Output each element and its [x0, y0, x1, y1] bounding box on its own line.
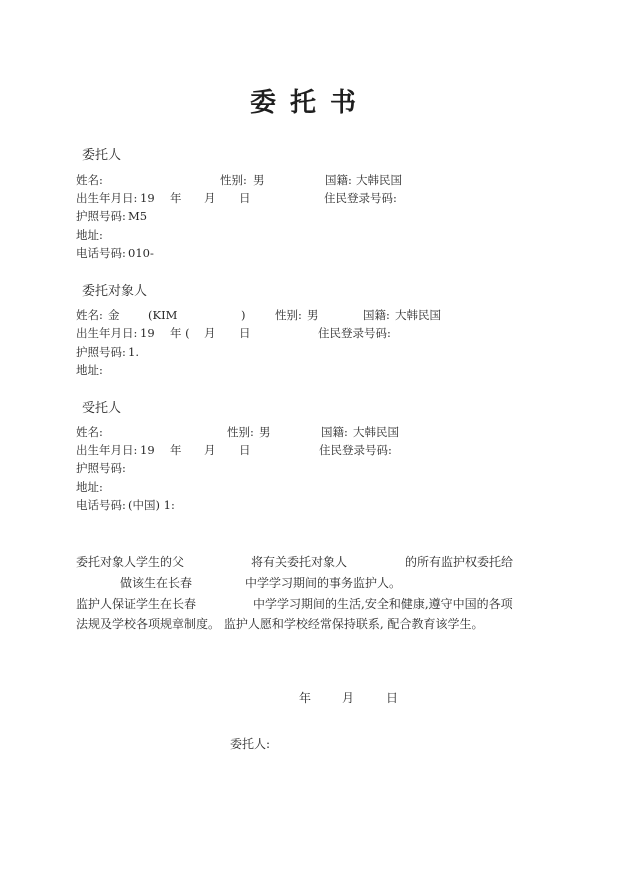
subject-birth-label: 出生年月日: [76, 326, 138, 340]
agent-passport-label: 护照号码: [76, 461, 126, 475]
subject-passport-value: 1. [128, 345, 139, 359]
subject-day-unit: 日 [239, 326, 251, 340]
subject-month-unit: 月 [204, 326, 216, 340]
agent-birth-year: 19 [140, 443, 155, 457]
principal-name-label: 姓名: [76, 173, 103, 187]
body-line-1a: 委托对象人学生的父 [76, 555, 185, 569]
principal-birth-label: 出生年月日: [76, 191, 138, 205]
principal-resident-id-label: 住民登录号码: [324, 191, 397, 205]
subject-name-value: 金 [108, 308, 120, 322]
agent-year-unit: 年 [170, 443, 182, 457]
principal-passport-label: 护照号码: [76, 209, 126, 223]
principal-address-label: 地址: [76, 228, 103, 242]
document-title: 委托书 [249, 88, 370, 118]
agent-phone-value: (中国) 1: [128, 498, 175, 512]
agent-gender-label: 性别: [227, 425, 254, 439]
agent-day-unit: 日 [239, 443, 251, 457]
subject-name-latin: (KIM [148, 308, 178, 322]
date-day-unit: 日 [386, 691, 399, 705]
date-month-unit: 月 [342, 691, 355, 705]
principal-phone-label: 电话号码: [76, 246, 126, 260]
agent-gender-value: 男 [259, 425, 271, 439]
signature-label: 委托人: [230, 737, 271, 751]
agent-address-label: 地址: [76, 480, 103, 494]
agent-nationality-value: 大韩民国 [353, 425, 399, 439]
body-line-1b: 将有关委托对象人 [251, 555, 348, 569]
agent-month-unit: 月 [204, 443, 216, 457]
principal-nationality-label: 国籍: [325, 173, 352, 187]
body-line-1c: 的所有监护权委托给 [405, 555, 514, 569]
subject-heading: 委托对象人 [82, 284, 148, 299]
agent-heading: 受托人 [82, 401, 122, 416]
body-line-2b: 中学学习期间的事务监护人。 [245, 576, 402, 590]
subject-nationality-label: 国籍: [363, 308, 390, 322]
subject-year-unit: 年 ( [170, 326, 190, 340]
subject-nationality-value: 大韩民国 [395, 308, 441, 322]
principal-birth-year: 19 [140, 191, 155, 205]
subject-birth-year: 19 [140, 326, 155, 340]
principal-gender-label: 性别: [220, 173, 247, 187]
principal-phone-value: 010- [128, 246, 154, 260]
subject-gender-value: 男 [307, 308, 319, 322]
subject-name-label: 姓名: [76, 308, 103, 322]
agent-resident-id-label: 住民登录号码: [319, 443, 392, 457]
body-line-2a: 做该生在长春 [120, 576, 193, 590]
subject-name-close: ) [241, 308, 246, 322]
principal-passport-value: M5 [128, 209, 148, 223]
principal-nationality-value: 大韩民国 [356, 173, 402, 187]
subject-gender-label: 性别: [275, 308, 302, 322]
subject-address-label: 地址: [76, 363, 103, 377]
agent-nationality-label: 国籍: [321, 425, 348, 439]
date-year-unit: 年 [299, 691, 312, 705]
agent-birth-label: 出生年月日: [76, 443, 138, 457]
principal-gender-value: 男 [253, 173, 265, 187]
agent-phone-label: 电话号码: [76, 498, 126, 512]
body-line-4: 法规及学校各项规章制度。 监护人愿和学校经常保持联系, 配合教育该学生。 [76, 617, 484, 631]
principal-heading: 委托人 [82, 148, 122, 163]
principal-day-unit: 日 [239, 191, 251, 205]
agent-name-label: 姓名: [76, 425, 103, 439]
body-line-3b: 中学学习期间的生活,安全和健康,遵守中国的各项 [253, 597, 513, 611]
principal-year-unit: 年 [170, 191, 182, 205]
body-line-3a: 监护人保证学生在长春 [76, 597, 197, 611]
subject-passport-label: 护照号码: [76, 345, 126, 359]
subject-resident-id-label: 住民登录号码: [318, 326, 391, 340]
principal-month-unit: 月 [204, 191, 216, 205]
